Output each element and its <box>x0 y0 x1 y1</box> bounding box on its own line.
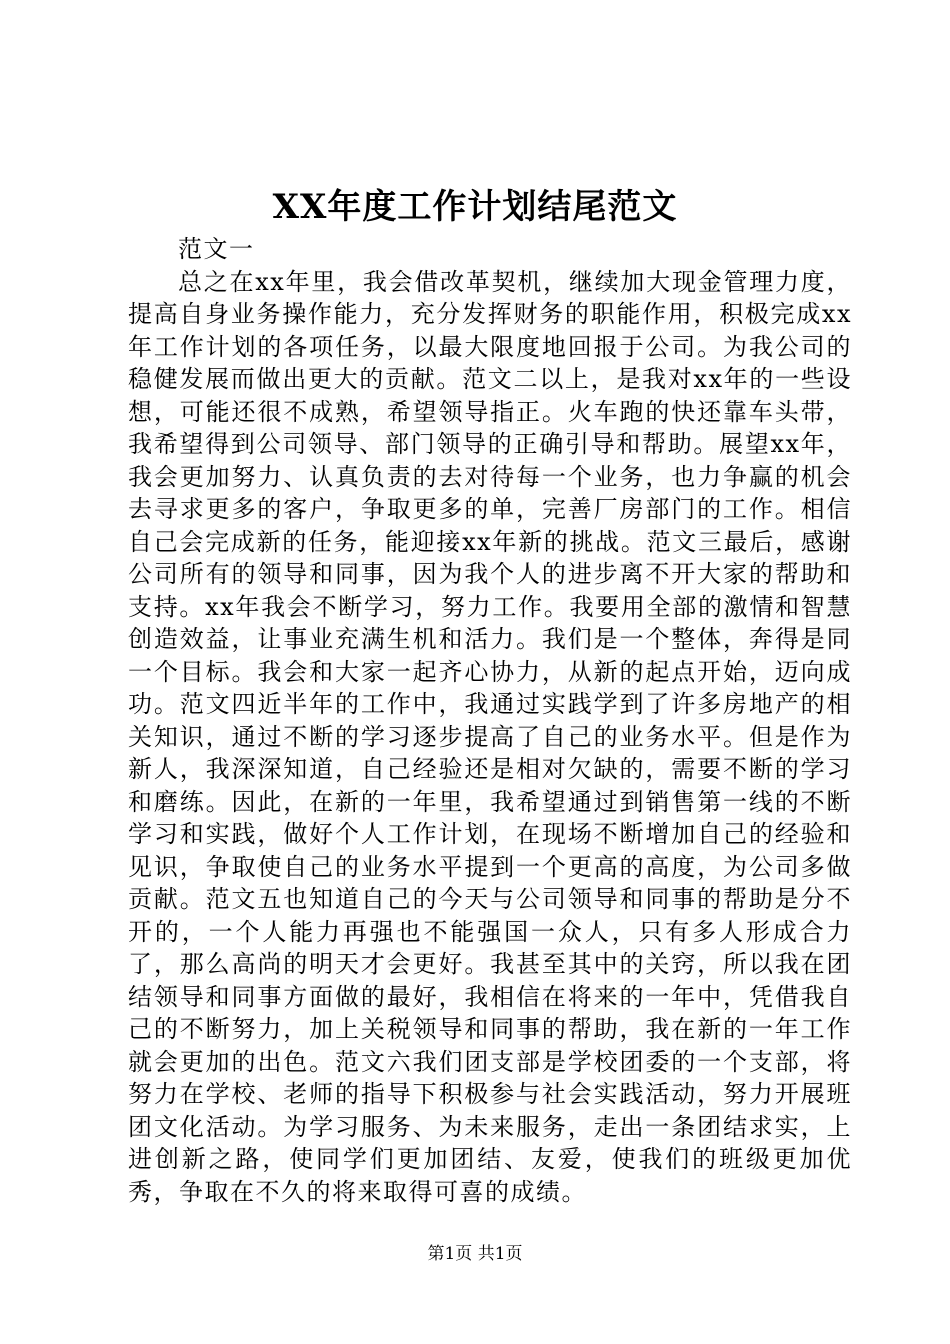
document-title: XX年度工作计划结尾范文 <box>272 187 678 227</box>
document-body <box>128 233 852 1208</box>
paragraph-main: 总之在xx年里，我会借改革契机，继续加大现金管理力度，提高自身业务操作能力，充分发挥财务的职能作用，积极完成xx年工作计划的各项任务，以最大限度地回报于公司。为我公司的稳健发展而做出更大的贡献。范文二以上，是我对xx年的一些设想，可能还很不成熟，希望领导指正。火车跑的快还靠车头带，我希望得到公司领导、部门领导的正确引导和帮助。展望xx年，我会更加努力、认真负责的去对待每一个业务，也力争赢的机会去寻求更多的客户，争取更多的单，完善厂房部门的工作。相信自己会完成新的任务，能迎接xx年新的挑战。范文三最后，感谢公司所有的领导和同事，因为我个人的进步离不开大家的帮助和支持。xx年我会不断学习，努力工作。我要用全部的激情和智慧创造效益，让事业充满生机和活力。我们是一个整体，奔得是同一个目标。我会和大家一起齐心协力，从新的起点开始，迈向成功。范文四近半年的工作中，我通过实践学到了许多房地产的相关知识，通过不断的学习逐步提高了自己的业务水平。但是作为新人，我深深知道，自己经验还是相对欠缺的，需要不断的学习和磨练。因此，在新的一年里，我希望通过到销售第一线的不断学习和实践，做好个人工作计划，在现场不断增加自己的经验和见识，争取使自己的业务水平提到一个更高的高度，为公司多做贡献。范文五也知道自己的今天与公司领导和同事的帮助是分不开的，一个人能力再强也不能强国一众人，只有多人形成合力了，那么高尚的明天才会更好。我甚至其中的关窍，所以我在团结领导和同事方面做的最好，我相信在将来的一年中，凭借我自己的不断努力，加上关税领导和同事的帮助，我在新的一年工作就会更加的出色。范文六我们团支部是学校团委的一个支部，将努力在学校、老师的指导下积极参与社会实践活动，努力开展班团文化活动。为学习服务、为未来服务，走出一条团结求实，上进创新之路，使同学们更加团结、友爱，使我们的班级更加优秀，争取在不久的将来取得可喜的成绩。 <box>128 267 852 1206</box>
paragraph-heading: 范文一 <box>178 235 255 263</box>
page-footer: 第1页 共1页 <box>427 1244 523 1264</box>
